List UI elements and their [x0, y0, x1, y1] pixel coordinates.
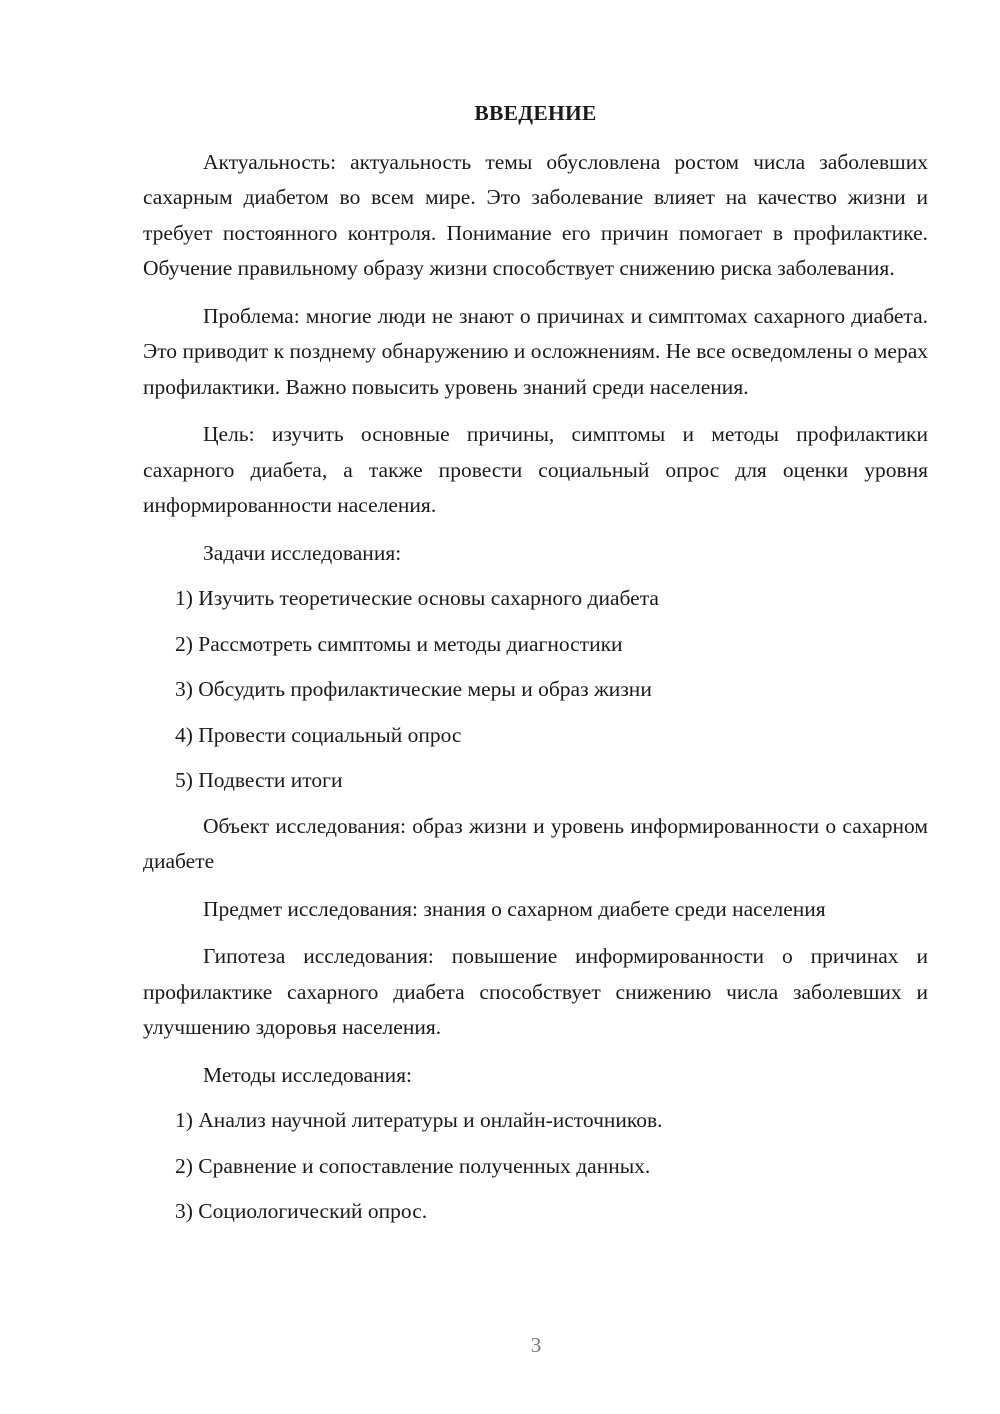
methods-list [143, 1103, 928, 1230]
hypothesis-paragraph: Гипотеза исследования: повышение информированности о причинах и профилактике сахарного диабета способствует снижению числа заболевших и улучшению здоровья населения. [143, 944, 928, 1039]
list-item: 1) Изучить теоретические основы сахарного диабета [175, 586, 659, 610]
subject-paragraph: Предмет исследования: знания о сахарном диабете среди населения [203, 896, 826, 921]
list-item: 1) Анализ научной литературы и онлайн-источников. [175, 1108, 663, 1132]
list-item: 4) Провести социальный опрос [175, 722, 462, 747]
methods-heading: Методы исследования: [203, 1062, 412, 1087]
relevance-paragraph: Актуальность: актуальность темы обусловлена ростом числа заболевших сахарным диабетом во всем мире. Это заболевание влияет на качество жизни и требует постоянного контроля. Понимание его причин помогает в профилактике. Обучение правильному образу жизни способствует снижению риска заболевания. [143, 149, 928, 280]
list-item: 2) Сравнение и сопоставление полученных данных. [175, 1153, 651, 1178]
document-page [143, 96, 928, 1240]
problem-paragraph: Проблема: многие люди не знают о причинах и симптомах сахарного диабета. Это приводит к позднему обнаружению и осложнениям. Не все осведомлены о мерах профилактики. Важно повысить уровень знаний среди населения. [143, 303, 928, 399]
tasks-list [143, 581, 928, 799]
list-item: 3) Социологический опрос. [175, 1199, 428, 1223]
list-item: 3) Обсудить профилактические меры и образ жизни [175, 677, 652, 701]
tasks-heading: Задачи исследования: [203, 540, 402, 565]
list-item: 2) Рассмотреть симптомы и методы диагностики [175, 631, 623, 656]
section-title: ВВЕДЕНИЕ [474, 101, 597, 125]
goal-paragraph: Цель: изучить основные причины, симптомы и методы профилактики сахарного диабета, а также провести социальный опрос для оценки уровня информированности населения. [143, 422, 928, 517]
list-item: 5) Подвести итоги [175, 768, 343, 792]
page-number: 3 [530, 1333, 542, 1357]
object-paragraph: Объект исследования: образ жизни и уровень информированности о сахарном диабете [143, 813, 928, 873]
